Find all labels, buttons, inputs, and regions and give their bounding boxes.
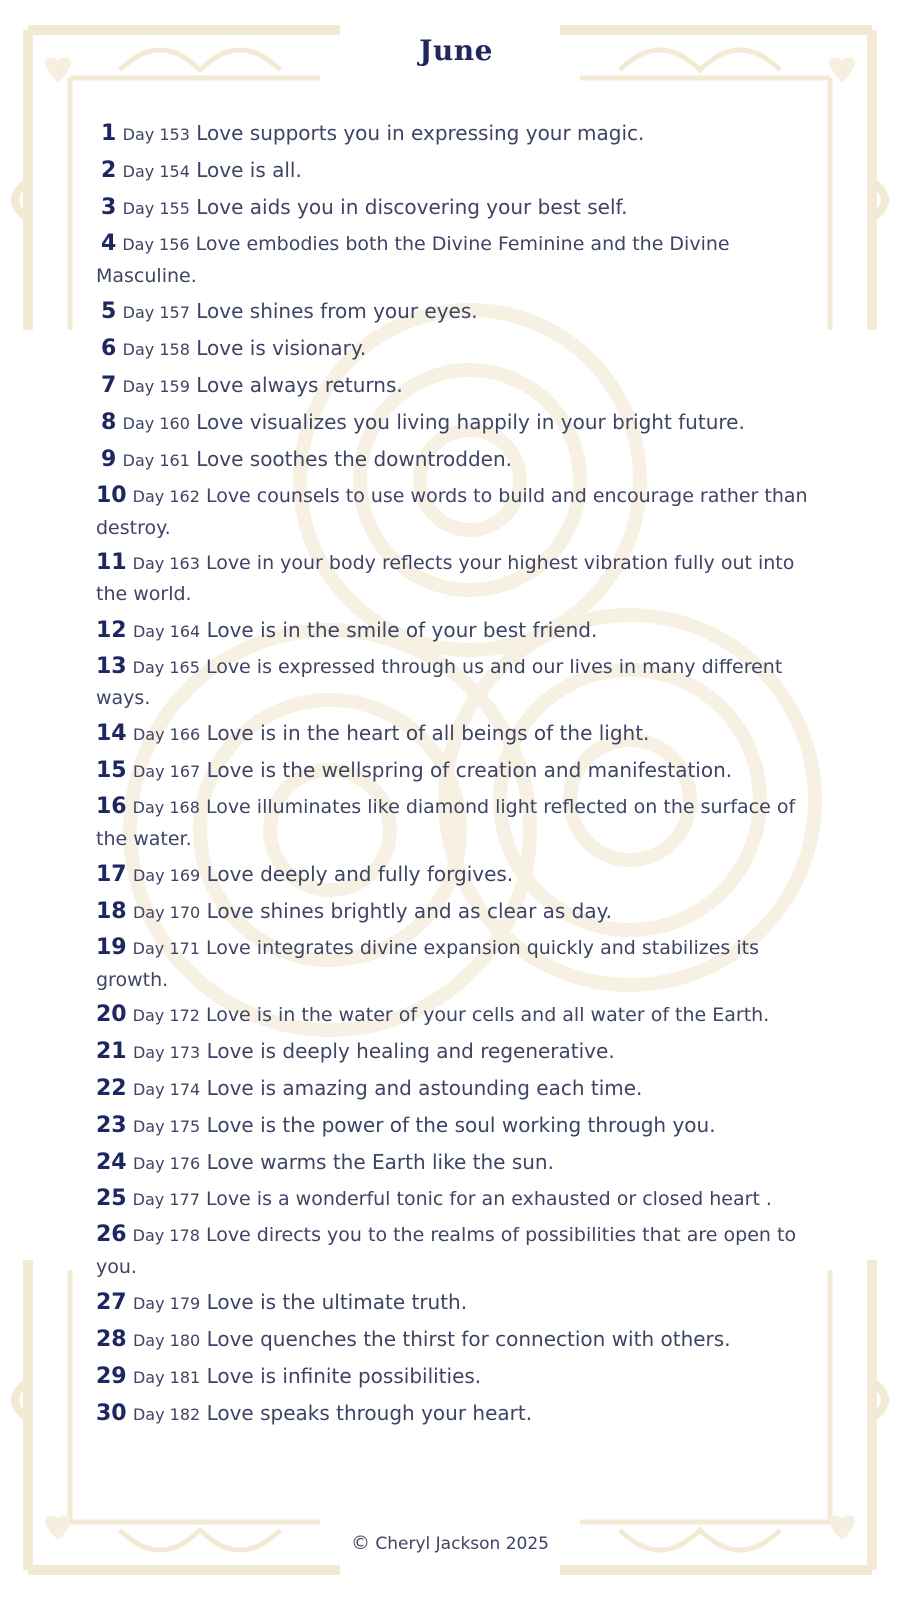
list-item: [96, 859, 816, 892]
affirmation-text: Love is the wellspring of creation and manifestation.: [206, 758, 733, 783]
date-number: 5: [101, 298, 117, 324]
affirmation-text: Love is in the smile of your best friend.: [206, 617, 598, 642]
day-label: Day 159: [122, 377, 190, 397]
affirmation-text: Love warms the Earth like the sun.: [206, 1150, 554, 1175]
list-item: [96, 1110, 816, 1143]
list-item: [96, 755, 816, 788]
day-label: Day 178: [132, 1226, 200, 1246]
date-number: 11: [96, 549, 127, 575]
list-item: [96, 896, 816, 929]
day-label: Day 177: [132, 1190, 200, 1210]
affirmation-text: Love integrates divine expansion quickly and stabilizes its growth.: [96, 937, 759, 991]
date-number: 28: [96, 1327, 127, 1353]
affirmation-text: Love shines brightly and as clear as day.: [206, 899, 612, 924]
list-item: [96, 933, 816, 995]
affirmation-text: Love quenches the thirst for connection with others.: [206, 1327, 731, 1352]
affirmation-text: Love illuminates like diamond light reflected on the surface of the water.: [96, 796, 796, 850]
list-item: [96, 1184, 816, 1216]
affirmation-text: Love is the ultimate truth.: [206, 1289, 468, 1314]
date-number: 7: [101, 373, 117, 399]
date-number: 6: [101, 335, 117, 361]
date-number: 8: [101, 410, 117, 436]
affirmation-text: Love visualizes you living happily in your bright future.: [196, 410, 745, 435]
date-number: 18: [96, 899, 127, 925]
date-number: 29: [96, 1364, 127, 1390]
day-label: Day 172: [132, 1005, 200, 1025]
day-label: Day 173: [132, 1042, 201, 1062]
day-label: Day 158: [122, 339, 190, 359]
day-label: Day 169: [132, 866, 201, 885]
page-title: June: [419, 34, 493, 67]
date-number: 15: [96, 758, 127, 784]
date-number: 24: [96, 1150, 127, 1176]
page-content: [96, 0, 816, 1600]
list-item: [96, 407, 816, 440]
list-item: [96, 1000, 816, 1032]
date-number: 10: [96, 483, 127, 509]
day-label: Day 166: [132, 725, 201, 745]
list-item: [96, 1287, 816, 1320]
list-item: [96, 296, 816, 329]
affirmation-text: Love shines from your eyes.: [196, 298, 478, 323]
day-label: Day 161: [122, 451, 190, 471]
affirmation-text: Love supports you in expressing your magic.: [196, 121, 645, 145]
day-label: Day 157: [122, 302, 190, 322]
affirmation-text: Love is deeply healing and regenerative.: [206, 1038, 615, 1063]
date-number: 4: [101, 231, 117, 257]
day-label: Day 175: [132, 1117, 201, 1137]
date-number: 23: [96, 1113, 127, 1139]
affirmation-text: Love is a wonderful tonic for an exhausted or closed heart .: [205, 1188, 772, 1211]
list-item: [96, 229, 816, 291]
list-item: [96, 792, 816, 854]
affirmation-text: Love is infinite possibilities.: [206, 1364, 482, 1389]
list-item: [96, 1361, 816, 1394]
date-number: 17: [96, 862, 127, 887]
affirmation-text: Love in your body reflects your highest vibration fully out into the world.: [96, 551, 795, 606]
list-item: [96, 1073, 816, 1106]
date-number: 25: [96, 1186, 127, 1212]
date-number: 14: [96, 721, 127, 747]
list-item: [96, 548, 816, 610]
list-item: [96, 1220, 816, 1282]
list-item: [96, 1398, 816, 1431]
affirmation-text: Love is amazing and astounding each time.: [206, 1075, 643, 1100]
affirmation-text: Love counsels to use words to build and encourage rather than destroy.: [96, 485, 808, 539]
date-number: 16: [96, 794, 127, 820]
affirmation-text: Love soothes the downtrodden.: [196, 447, 513, 472]
list-item: [96, 118, 816, 151]
affirmation-text: Love deeply and fully forgives.: [206, 862, 514, 886]
list-item: [96, 370, 816, 403]
date-number: 1: [101, 121, 117, 146]
list-item: [96, 652, 816, 714]
date-number: 19: [96, 935, 127, 961]
day-label: Day 164: [132, 621, 201, 641]
date-number: 30: [96, 1401, 127, 1427]
day-label: Day 180: [132, 1331, 201, 1351]
day-label: Day 163: [132, 553, 200, 573]
day-label: Day 171: [132, 939, 200, 959]
day-label: Day 156: [122, 235, 190, 255]
date-number: 9: [101, 447, 117, 473]
affirmation-text: Love is visionary.: [196, 335, 367, 360]
list-item: [96, 1036, 816, 1069]
list-item: [96, 192, 816, 225]
affirmation-text: Love is in the heart of all beings of the light.: [206, 721, 650, 746]
date-number: 22: [96, 1075, 127, 1101]
day-label: Day 162: [132, 487, 200, 507]
date-number: 3: [101, 195, 117, 221]
affirmation-text: Love speaks through your heart.: [206, 1401, 533, 1426]
affirmation-list: [96, 118, 816, 1435]
list-item: [96, 444, 816, 477]
day-label: Day 181: [132, 1368, 201, 1388]
date-number: 20: [96, 1001, 127, 1027]
date-number: 27: [96, 1289, 127, 1315]
day-label: Day 167: [132, 762, 201, 782]
affirmation-text: Love aids you in discovering your best self.: [196, 195, 628, 220]
affirmation-text: Love is the power of the soul working through you.: [206, 1113, 716, 1138]
day-label: Day 168: [132, 798, 200, 818]
copyright-text: Cheryl Jackson 2025: [375, 1534, 549, 1554]
date-number: 26: [96, 1222, 127, 1248]
day-label: Day 174: [132, 1079, 201, 1099]
affirmation-text: Love always returns.: [196, 373, 403, 398]
day-label: Day 179: [132, 1293, 201, 1313]
affirmation-text: Love embodies both the Divine Feminine and the Divine Masculine.: [96, 233, 730, 287]
day-label: Day 153: [122, 125, 190, 144]
affirmation-text: Love is in the water of your cells and all water of the Earth.: [205, 1003, 770, 1026]
list-item: [96, 481, 816, 543]
list-item: [96, 1147, 816, 1180]
date-number: 2: [101, 158, 117, 184]
day-label: Day 182: [132, 1405, 201, 1425]
date-number: 21: [96, 1038, 127, 1064]
list-item: [96, 155, 816, 188]
day-label: Day 160: [122, 414, 190, 434]
list-item: [96, 615, 816, 648]
list-item: [96, 333, 816, 366]
day-label: Day 154: [122, 162, 190, 182]
affirmation-text: Love directs you to the realms of possibilities that are open to you.: [96, 1224, 797, 1278]
day-label: Day 165: [132, 657, 200, 677]
copyright-footer: [0, 1532, 900, 1554]
day-label: Day 176: [132, 1154, 201, 1174]
list-item: [96, 718, 816, 751]
copyright-icon: ©: [350, 1532, 370, 1554]
list-item: [96, 1324, 816, 1357]
affirmation-text: Love is expressed through us and our lives in many different ways.: [96, 655, 783, 710]
date-number: 12: [96, 617, 127, 643]
date-number: 13: [96, 653, 127, 679]
day-label: Day 170: [132, 903, 201, 923]
affirmation-text: Love is all.: [196, 158, 302, 183]
day-label: Day 155: [122, 199, 190, 219]
